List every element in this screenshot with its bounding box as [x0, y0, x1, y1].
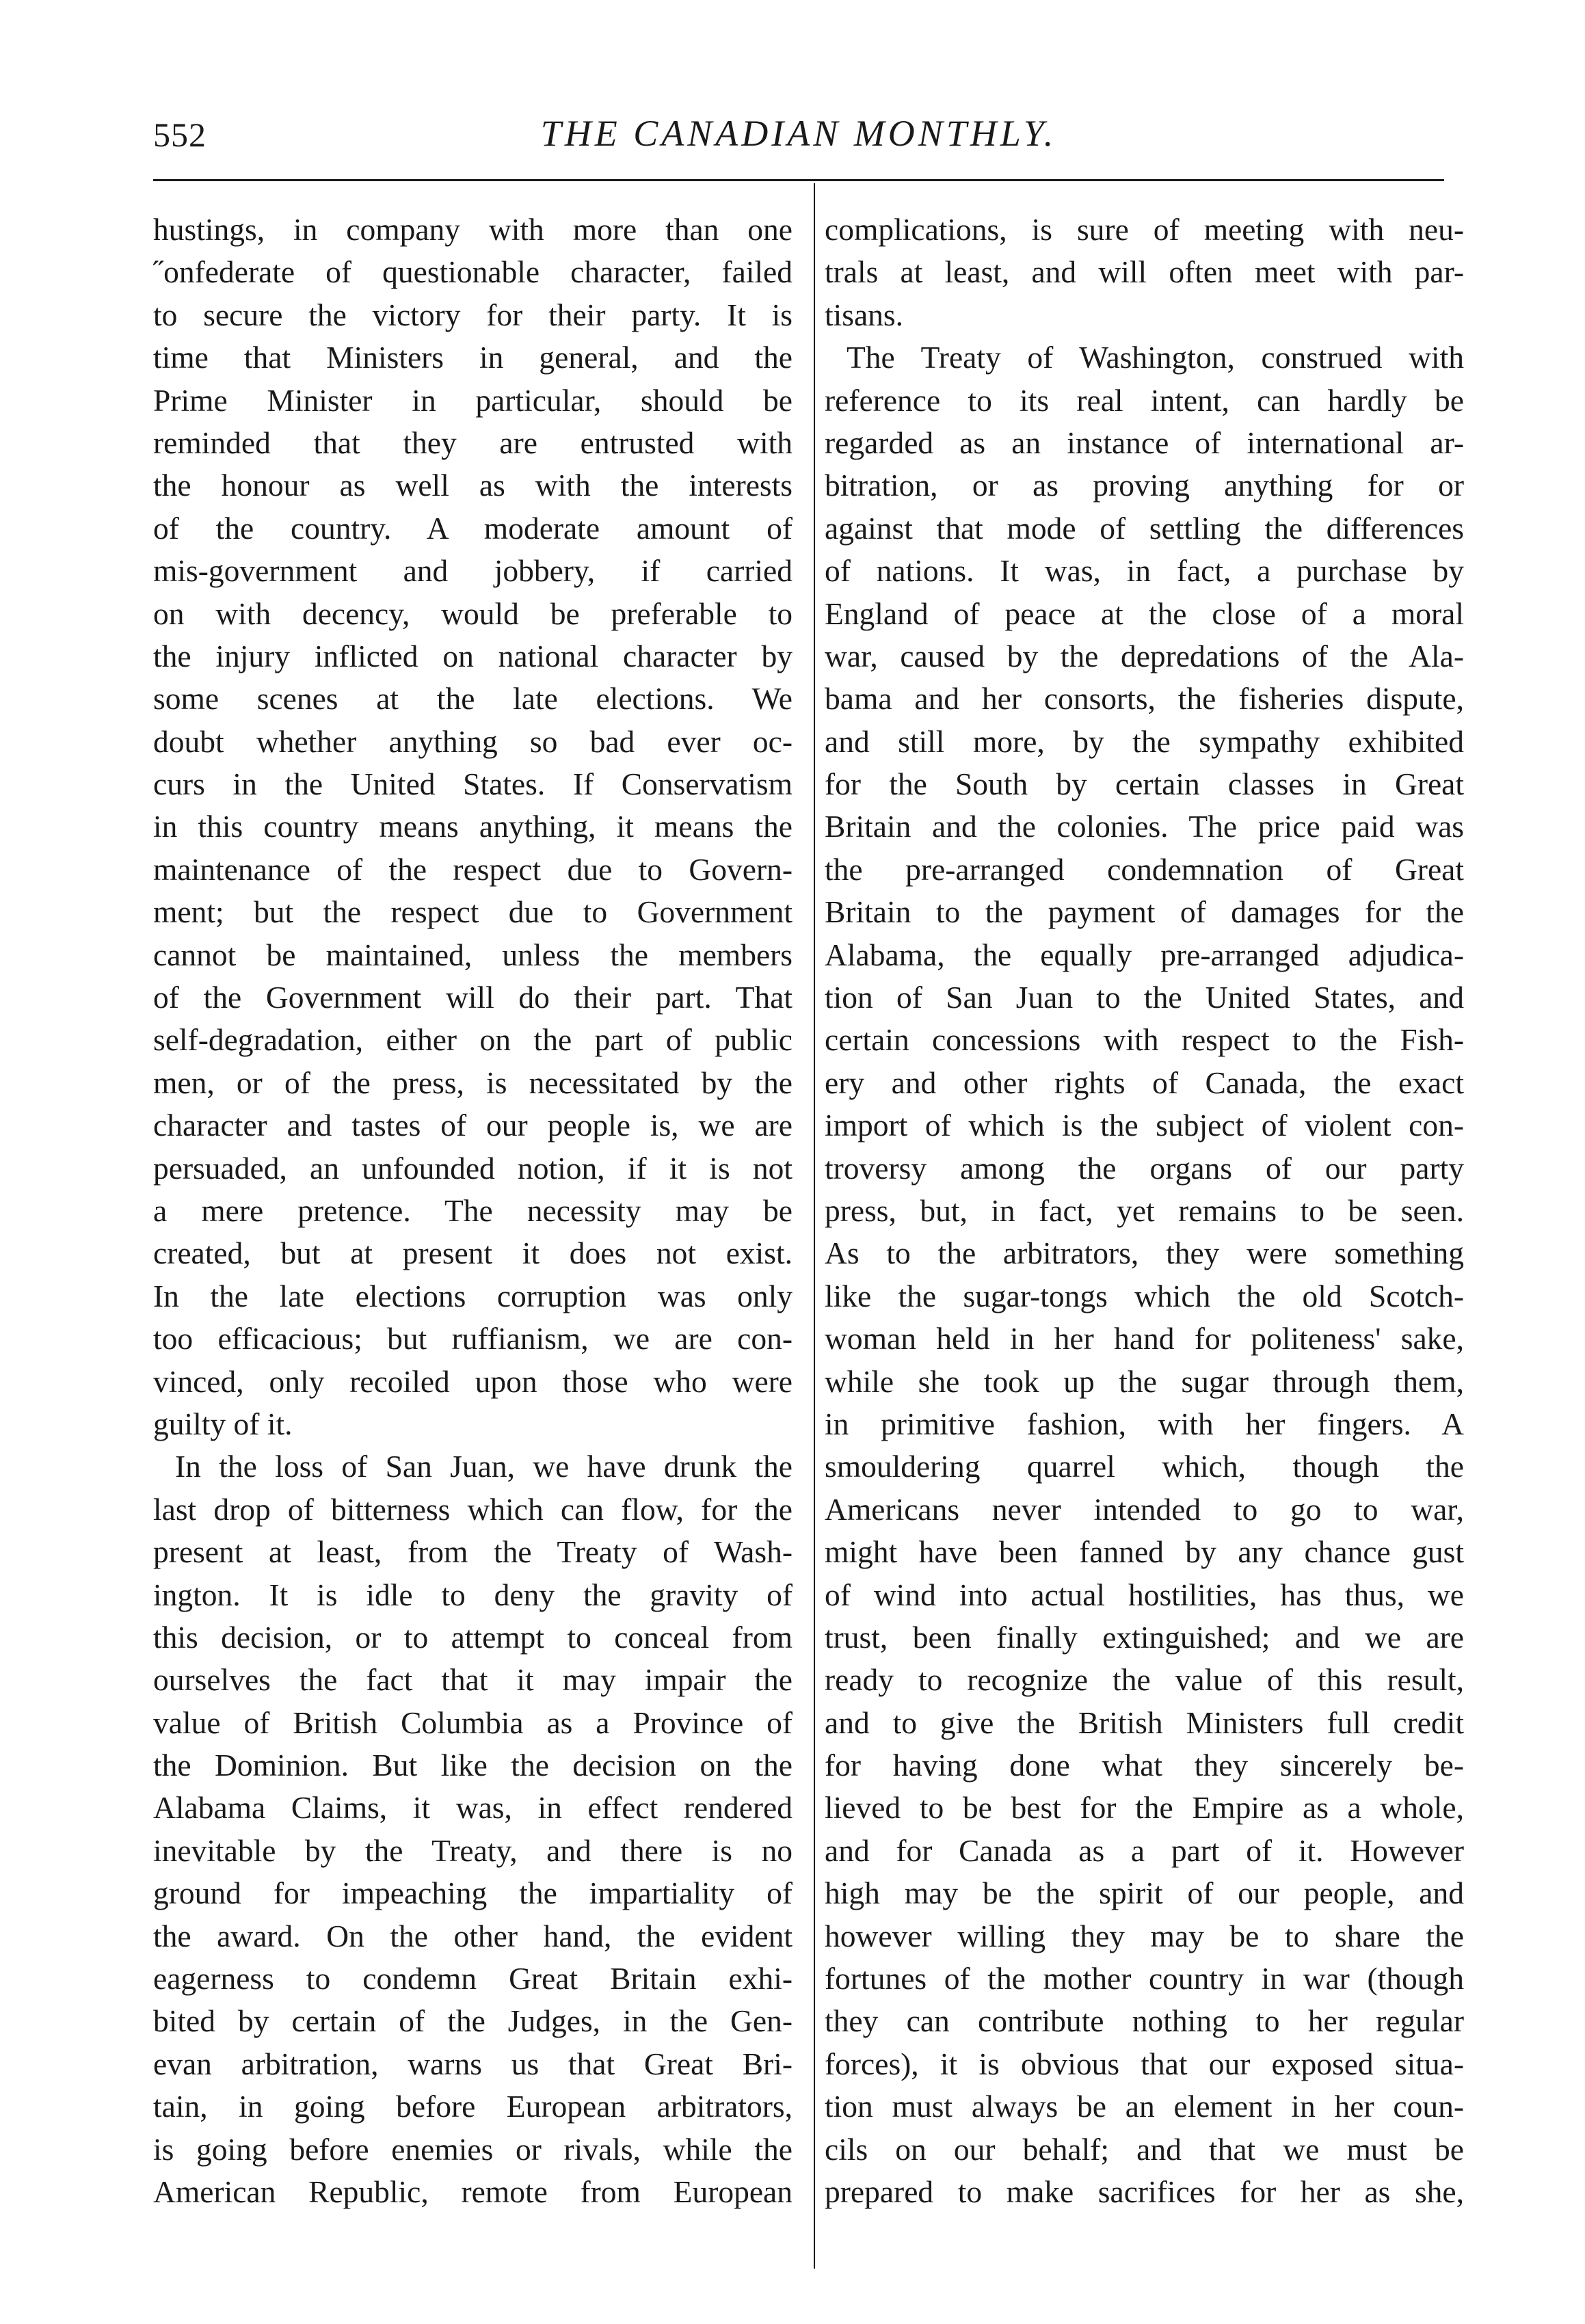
- text-line: trals at least, and will often meet with par-: [825, 254, 1464, 290]
- text-line: eagerness to condemn Great Britain exhi-: [153, 1961, 792, 1996]
- text-line: vinced, only recoiled upon those who were: [153, 1363, 792, 1399]
- text-line: cils on our behalf; and that we must be: [825, 2131, 1464, 2167]
- right-column: [825, 209, 1464, 2213]
- text-line: war, caused by the depredations of the Ala-: [825, 638, 1464, 673]
- text-line: mis-government and jobbery, if carried: [153, 553, 792, 589]
- text-line: against that mode of settling the differences: [825, 510, 1464, 546]
- text-line: last drop of bitterness which can flow, for the: [153, 1491, 792, 1527]
- text-line: hustings, in company with more than one: [153, 212, 792, 247]
- text-line: men, or of the press, is necessitated by the: [153, 1065, 792, 1100]
- text-line: the honour as well as with the interests: [153, 468, 792, 503]
- text-line: the award. On the other hand, the evident: [153, 1918, 792, 1953]
- text-line: on with decency, would be preferable to: [153, 596, 792, 631]
- page-header: [153, 103, 1444, 178]
- text-line: Alabama Claims, it was, in effect rendered: [153, 1790, 792, 1826]
- text-line: of wind into actual hostilities, has thus, we: [825, 1577, 1464, 1612]
- text-line: ington. It is idle to deny the gravity of: [153, 1577, 792, 1612]
- text-line: of the Government will do their part. That: [153, 980, 792, 1015]
- text-line: cannot be maintained, unless the members: [153, 937, 792, 972]
- text-line: evan arbitration, warns us that Great Bri-: [153, 2046, 792, 2081]
- text-line: the injury inflicted on national character by: [153, 638, 792, 673]
- text-line: persuaded, an unfounded notion, if it is not: [153, 1150, 792, 1186]
- text-line: like the sugar-tongs which the old Scotch-: [825, 1278, 1464, 1313]
- text-line: The Treaty of Washington, construed with: [847, 340, 1464, 375]
- header-rule: [153, 179, 1444, 181]
- text-line: tain, in going before European arbitrators,: [153, 2089, 792, 2124]
- text-line: bitration, or as proving anything for or: [825, 468, 1464, 503]
- text-line: ery and other rights of Canada, the exact: [825, 1065, 1464, 1100]
- text-line: too efficacious; but ruffianism, we are con-: [153, 1321, 792, 1357]
- text-line: doubt whether anything so bad ever oc-: [153, 723, 792, 759]
- text-line: of nations. It was, in fact, a purchase by: [825, 553, 1464, 589]
- text-line: trust, been finally extinguished; and we are: [825, 1619, 1464, 1655]
- text-line: press, but, in fact, yet remains to be seen.: [825, 1192, 1464, 1228]
- text-line: however willing they may be to share the: [825, 1918, 1464, 1953]
- text-line: In the loss of San Juan, we have drunk the: [175, 1449, 792, 1484]
- text-line: bited by certain of the Judges, in the Gen-: [153, 2003, 792, 2039]
- text-line: American Republic, remote from European: [153, 2174, 792, 2209]
- text-line: Alabama, the equally pre-arranged adjudica-: [825, 937, 1464, 972]
- text-line: reference to its real intent, can hardly be: [825, 382, 1464, 418]
- text-line: tisans.: [825, 297, 904, 332]
- text-line: for the South by certain classes in Great: [825, 766, 1464, 802]
- text-line: time that Ministers in general, and the: [153, 340, 792, 375]
- text-line: guilty of it.: [153, 1406, 293, 1441]
- text-line: ˝onfederate of questionable character, failed: [153, 254, 792, 290]
- text-line: a mere pretence. The necessity may be: [153, 1192, 792, 1228]
- text-line: prepared to make sacrifices for her as she,: [825, 2174, 1464, 2209]
- text-line: while she took up the sugar through them,: [825, 1363, 1464, 1399]
- text-line: curs in the United States. If Conservatism: [153, 766, 792, 802]
- text-line: might have been fanned by any chance gust: [825, 1534, 1464, 1570]
- text-line: ground for impeaching the impartiality of: [153, 1875, 792, 1911]
- text-line: and still more, by the sympathy exhibited: [825, 723, 1464, 759]
- running-title: THE CANADIAN MONTHLY.: [540, 113, 1057, 154]
- text-line: complications, is sure of meeting with neu-: [825, 212, 1464, 247]
- text-line: to secure the victory for their party. It is: [153, 297, 792, 332]
- text-line: regarded as an instance of international ar-: [825, 425, 1464, 460]
- text-line: maintenance of the respect due to Govern-: [153, 851, 792, 887]
- page-number: 552: [153, 116, 207, 154]
- text-line: forces), it is obvious that our exposed situa-: [825, 2046, 1464, 2081]
- left-column: [153, 209, 792, 2213]
- text-line: England of peace at the close of a moral: [825, 596, 1464, 631]
- text-line: ready to recognize the value of this result,: [825, 1662, 1464, 1698]
- text-line: woman held in her hand for politeness' sake,: [825, 1321, 1464, 1357]
- text-line: this decision, or to attempt to conceal from: [153, 1619, 792, 1655]
- text-line: As to the arbitrators, they were something: [825, 1236, 1464, 1271]
- text-line: bama and her consorts, the fisheries dispute,: [825, 681, 1464, 717]
- text-line: Americans never intended to go to war,: [825, 1491, 1464, 1527]
- text-line: present at least, from the Treaty of Wash-: [153, 1534, 792, 1570]
- text-line: tion of San Juan to the United States, and: [825, 980, 1464, 1015]
- text-line: the Dominion. But like the decision on the: [153, 1748, 792, 1783]
- text-line: is going before enemies or rivals, while the: [153, 2131, 792, 2167]
- text-line: import of which is the subject of violent con-: [825, 1108, 1464, 1143]
- text-line: character and tastes of our people is, we are: [153, 1108, 792, 1143]
- text-line: and to give the British Ministers full credit: [825, 1705, 1464, 1740]
- text-line: In the late elections corruption was only: [153, 1278, 792, 1313]
- text-line: in this country means anything, it means the: [153, 809, 792, 844]
- text-line: Britain to the payment of damages for the: [825, 894, 1464, 930]
- text-line: value of British Columbia as a Province of: [153, 1705, 792, 1740]
- text-line: smouldering quarrel which, though the: [825, 1449, 1464, 1484]
- text-line: high may be the spirit of our people, and: [825, 1875, 1464, 1911]
- text-line: ment; but the respect due to Government: [153, 894, 792, 930]
- text-line: they can contribute nothing to her regular: [825, 2003, 1464, 2039]
- text-line: reminded that they are entrusted with: [153, 425, 792, 460]
- text-line: lieved to be best for the Empire as a whole,: [825, 1790, 1464, 1826]
- text-line: some scenes at the late elections. We: [153, 681, 792, 717]
- text-line: Britain and the colonies. The price paid was: [825, 809, 1464, 844]
- column-divider: [814, 183, 815, 2269]
- text-line: ourselves the fact that it may impair the: [153, 1662, 792, 1698]
- text-line: of the country. A moderate amount of: [153, 510, 792, 546]
- text-line: created, but at present it does not exist.: [153, 1236, 792, 1271]
- text-line: in primitive fashion, with her fingers. A: [825, 1406, 1464, 1441]
- text-line: fortunes of the mother country in war (though: [825, 1961, 1464, 1996]
- text-line: inevitable by the Treaty, and there is no: [153, 1832, 792, 1868]
- text-line: certain concessions with respect to the Fish-: [825, 1022, 1464, 1058]
- text-line: Prime Minister in particular, should be: [153, 382, 792, 418]
- text-line: the pre-arranged condemnation of Great: [825, 851, 1464, 887]
- text-line: troversy among the organs of our party: [825, 1150, 1464, 1186]
- text-line: self-degradation, either on the part of public: [153, 1022, 792, 1058]
- text-line: for having done what they sincerely be-: [825, 1748, 1464, 1783]
- text-line: tion must always be an element in her coun-: [825, 2089, 1464, 2124]
- text-line: and for Canada as a part of it. However: [825, 1832, 1464, 1868]
